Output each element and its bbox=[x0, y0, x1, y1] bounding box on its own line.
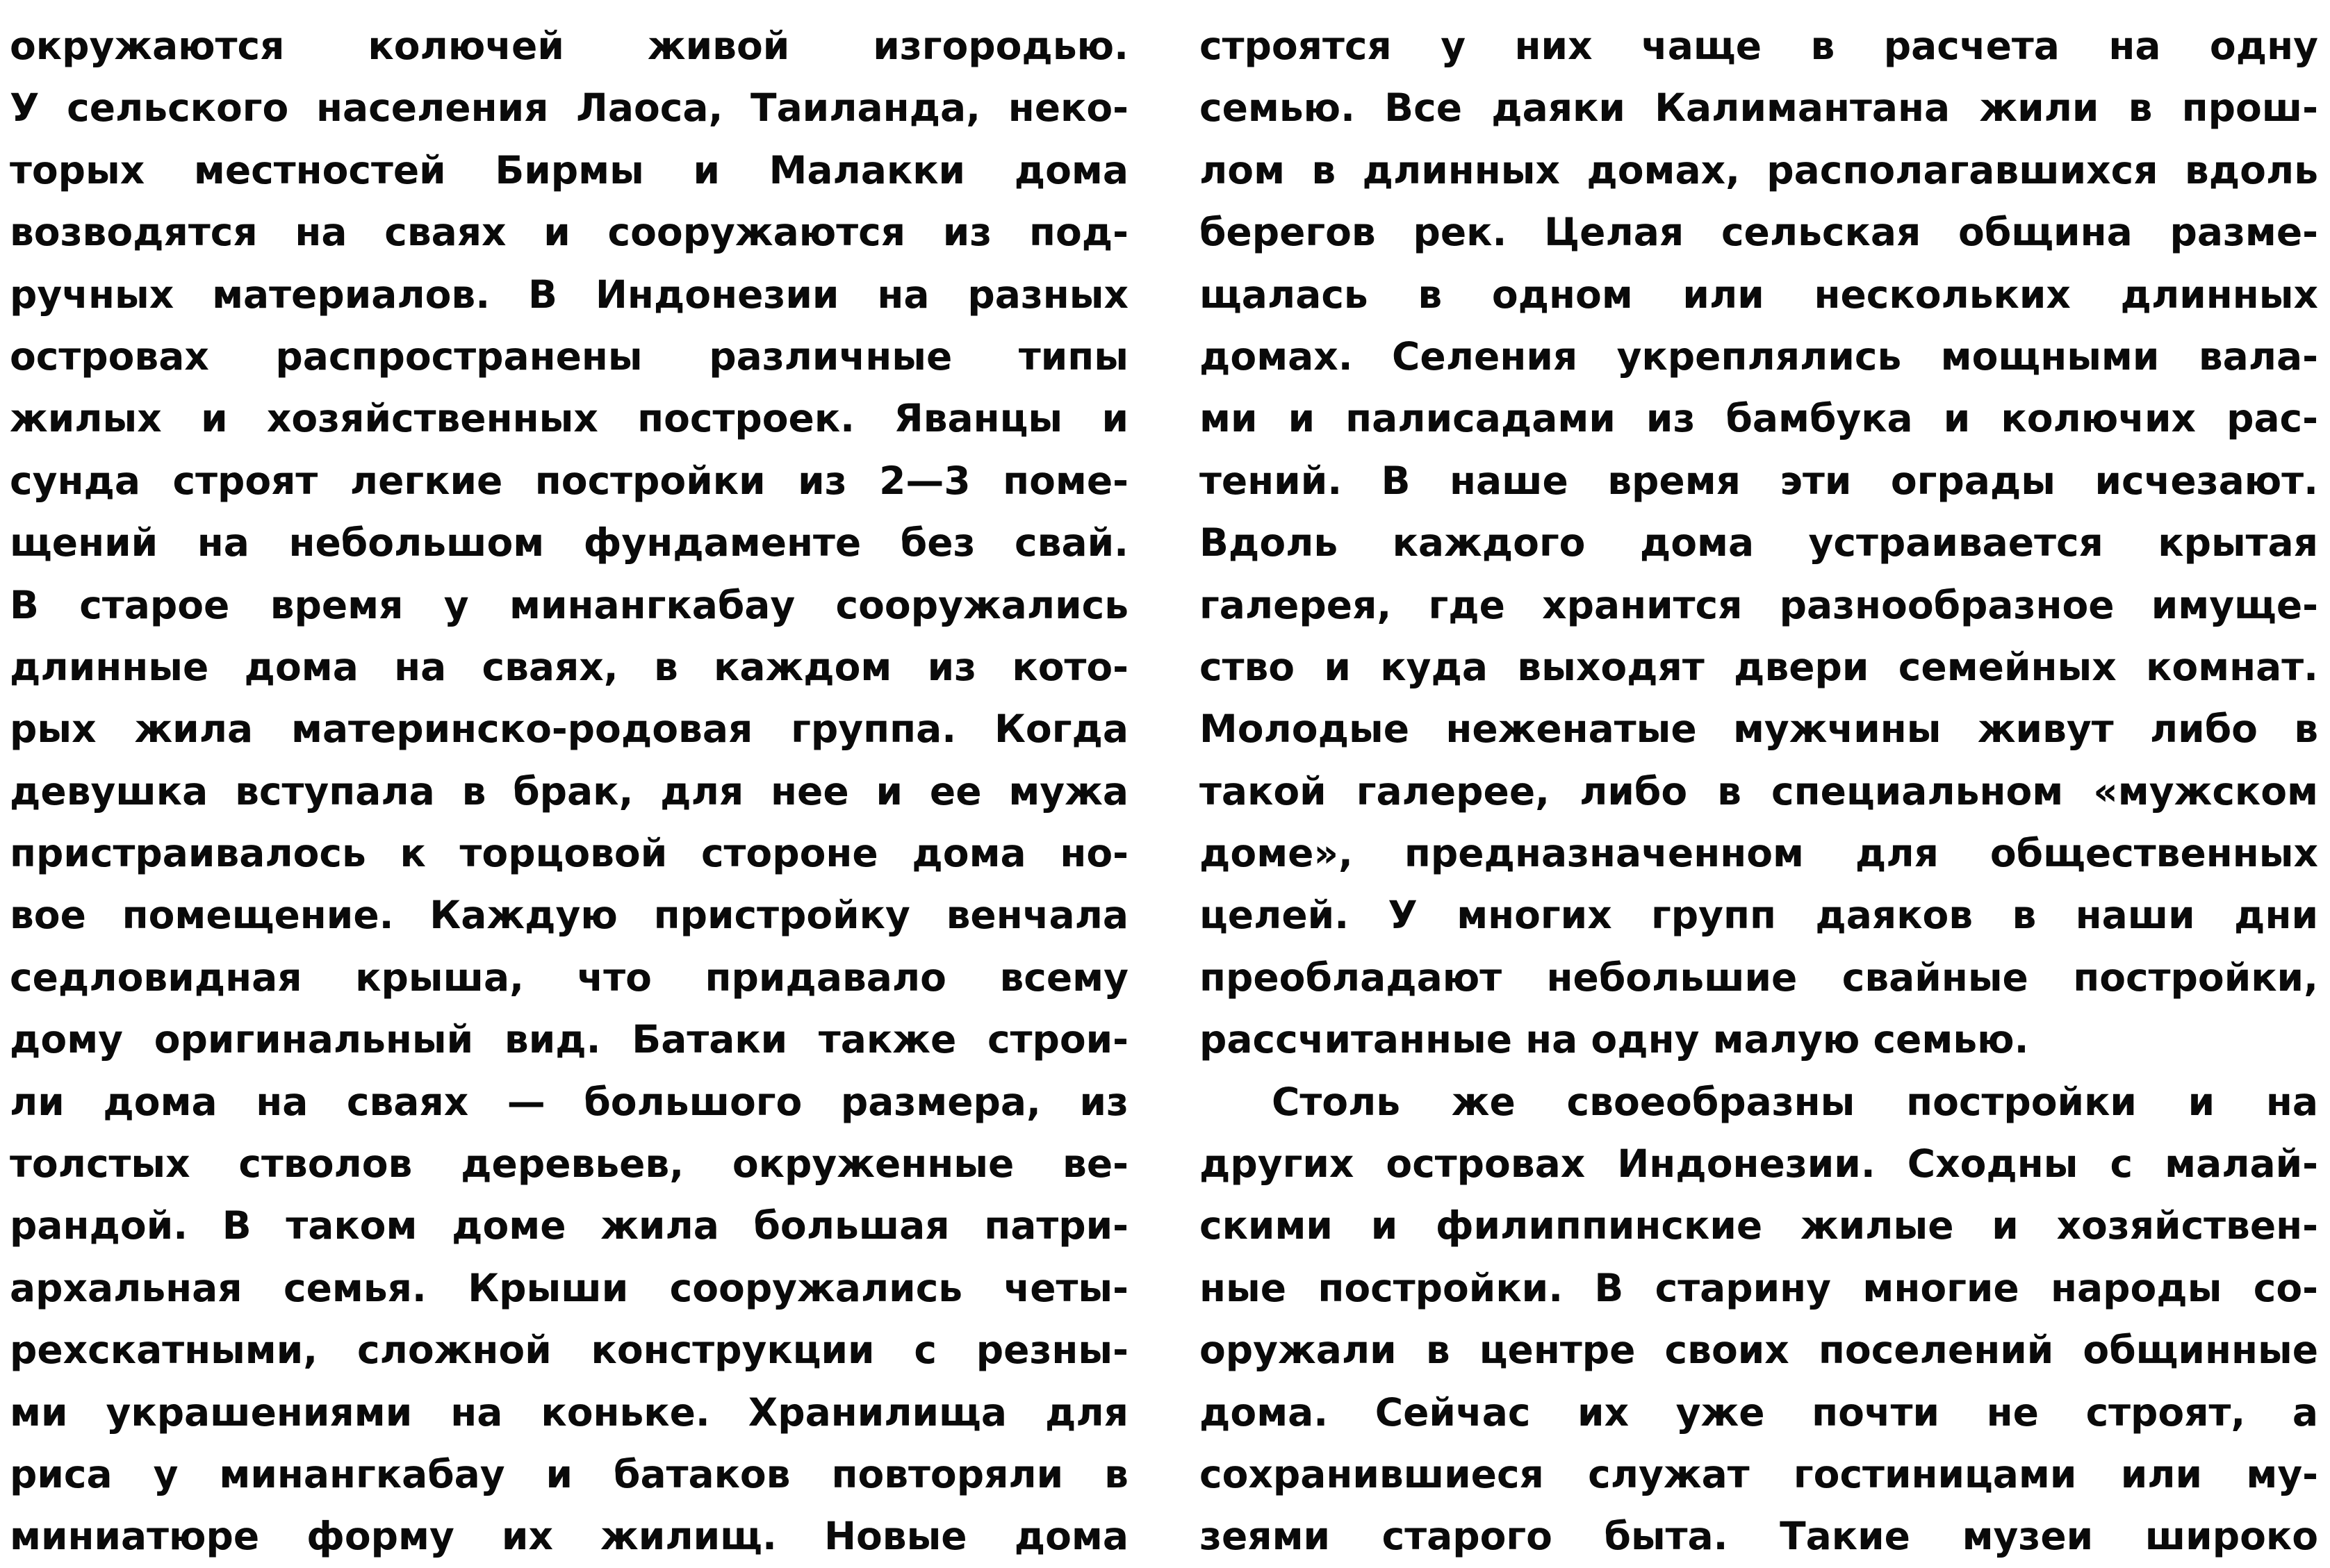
text-line: жилых и хозяйственных построек. Яванцы и bbox=[10, 396, 1129, 441]
text-line: ли дома на сваях — большого размера, из bbox=[10, 1079, 1129, 1124]
text-line: зеями старого быта. Такие музеи широко bbox=[1199, 1514, 2318, 1559]
text-line: других островах Индонезии. Сходны с малай- bbox=[1199, 1141, 2318, 1187]
text-line: рых жила материнско-родовая группа. Когда bbox=[10, 707, 1129, 752]
right-text-column bbox=[1199, 15, 2318, 1568]
text-line: дома. Сейчас их уже почти не строят, а bbox=[1199, 1389, 2318, 1435]
text-line: миниатюре форму их жилищ. Новые дома bbox=[10, 1514, 1129, 1559]
text-line: возводятся на сваях и сооружаются из под- bbox=[10, 210, 1129, 255]
text-line: сунда строят легкие постройки из 2—3 поме- bbox=[10, 458, 1129, 503]
text-line: оружали в центре своих поселений общинные bbox=[1199, 1328, 2318, 1373]
text-line: ство и куда выходят двери семейных комнат. bbox=[1199, 644, 2318, 689]
text-line: риса у минангкабау и батаков повторяли в bbox=[10, 1451, 1129, 1496]
text-line: щений на небольшом фундаменте без свай. bbox=[10, 520, 1129, 566]
paragraph-start-line: Столь же своеобразны постройки и на bbox=[1272, 1079, 2318, 1124]
text-line: рехскатными, сложной конструкции с резны- bbox=[10, 1328, 1129, 1373]
text-line: окружаются колючей живой изгородью. bbox=[10, 24, 1129, 68]
text-line: галерея, где хранится разнообразное имуще- bbox=[1199, 582, 2318, 627]
text-line: длинные дома на сваях, в каждом из кото- bbox=[10, 644, 1129, 689]
text-line: дому оригинальный вид. Батаки также строи- bbox=[10, 1017, 1129, 1062]
text-line: ные постройки. В старину многие народы со- bbox=[1199, 1265, 2318, 1310]
text-line: У сельского населения Лаоса, Таиланда, неко- bbox=[10, 85, 1129, 131]
text-line: толстых стволов деревьев, окруженные ве- bbox=[10, 1141, 1129, 1187]
text-line: лом в длинных домах, располагавшихся вдоль bbox=[1199, 147, 2318, 192]
text-line: Молодые неженатые мужчины живут либо в bbox=[1199, 707, 2318, 752]
text-line: седловидная крыша, что придавало всему bbox=[10, 955, 1129, 1000]
left-text-column bbox=[10, 15, 1129, 1568]
text-line: вое помещение. Каждую пристройку венчала bbox=[10, 893, 1129, 938]
text-line: В старое время у минангкабау сооружались bbox=[10, 582, 1129, 627]
text-line: доме», предназначенном для общественных bbox=[1199, 831, 2318, 876]
text-line: девушка вступала в брак, для нее и ее мужа bbox=[10, 768, 1129, 814]
text-line: торых местностей Бирмы и Малакки дома bbox=[10, 147, 1129, 192]
paragraph-end-line: рассчитанные на одну малую семью. bbox=[1199, 1017, 2029, 1062]
text-line: пристраивалось к торцовой стороне дома но- bbox=[10, 831, 1129, 876]
text-line: такой галерее, либо в специальном «мужском bbox=[1199, 768, 2318, 814]
text-line: архальная семья. Крыши сооружались четы- bbox=[10, 1265, 1129, 1310]
text-line: целей. У многих групп даяков в наши дни bbox=[1199, 893, 2318, 938]
text-line: Вдоль каждого дома устраивается крытая bbox=[1199, 520, 2318, 566]
text-line: ми украшениями на коньке. Хранилища для bbox=[10, 1389, 1129, 1435]
text-line: преобладают небольшие свайные постройки, bbox=[1199, 955, 2318, 1000]
text-line: тений. В наше время эти ограды исчезают. bbox=[1199, 458, 2318, 503]
text-line: щалась в одном или нескольких длинных bbox=[1199, 272, 2318, 317]
text-line: скими и филиппинские жилые и хозяйствен- bbox=[1199, 1203, 2318, 1248]
text-line: островах распространены различные типы bbox=[10, 333, 1129, 379]
text-line: ми и палисадами из бамбука и колючих рас- bbox=[1199, 396, 2318, 441]
text-line: рандой. В таком доме жила большая патри- bbox=[10, 1203, 1129, 1248]
text-line: домах. Селения укреплялись мощными вала- bbox=[1199, 333, 2318, 379]
text-line: семью. Все даяки Калимантана жили в прош- bbox=[1199, 85, 2318, 131]
text-line: сохранившиеся служат гостиницами или му- bbox=[1199, 1451, 2318, 1496]
text-line: берегов рек. Целая сельская община разме- bbox=[1199, 210, 2318, 255]
text-line: ручных материалов. В Индонезии на разных bbox=[10, 272, 1129, 317]
text-line: строятся у них чаще в расчета на одну bbox=[1199, 24, 2318, 68]
